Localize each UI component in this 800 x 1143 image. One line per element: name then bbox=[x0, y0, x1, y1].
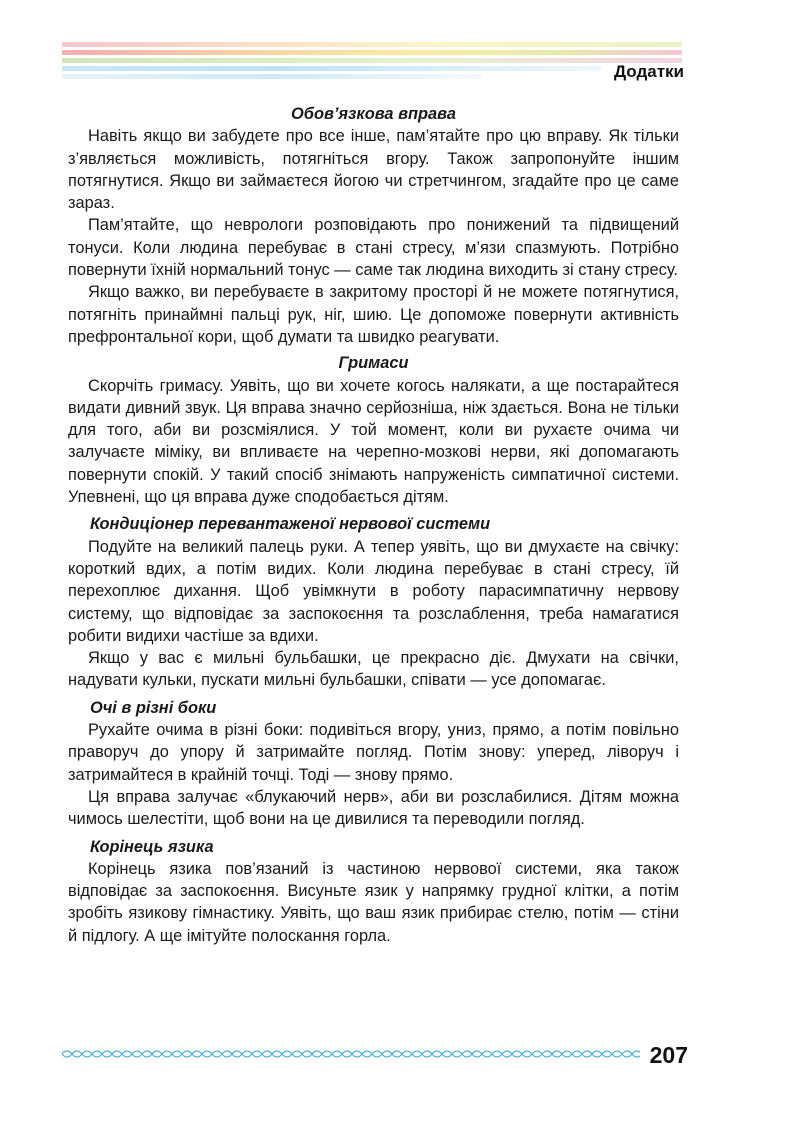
header-stripe bbox=[62, 66, 602, 71]
header-decoration bbox=[62, 42, 682, 88]
header-stripe bbox=[62, 74, 482, 79]
paragraph: Ця вправа залучає «блукаючий нерв», аби ви розслабилися. Дітям можна чимось шелестіти, щоб вони на це дивилися та переводили погляд. bbox=[68, 787, 679, 829]
running-header: Додатки bbox=[613, 62, 684, 81]
section-heading: Очі в різні боки bbox=[90, 698, 217, 717]
paragraph: Корінець язика пов’язаний із частиною нервової системи, яка також відповідає за заспокоєння. Висуньте язик у напрямку грудної клітки, а потім зробіть язикову гімнастику. Уявіть, що ваш язик прибирає стелю, потім — стіни й підлогу. А ще імітуйте полоскання горла. bbox=[68, 859, 679, 945]
section-heading: Обов’язкова вправа bbox=[291, 105, 456, 123]
header-stripe bbox=[62, 58, 682, 63]
paragraph: Якщо у вас є мильні бульбашки, це прекрасно діє. Дмухати на свічки, надувати кульки, пускати мильні бульбашки, співати — усе допомагає. bbox=[68, 649, 679, 690]
page-number: 207 bbox=[649, 1042, 688, 1068]
paragraph: Скорчіть гримасу. Уявіть, що ви хочете когось налякати, а ще постарайтеся видати дивний звук. Ця вправа значно серйозніша, ніж здається. Вона не тільки для того, аби ви розсміялися. У той момент, коли ви рухаєте очима чи залучаєте міміку, ви впливаєте на черепно-мозкові нерви, які допомагають повернути спокій. У такий спосіб знімають напруженість симпатичної системи. Упевнені, що ця вправа дуже сподобається дітям. bbox=[68, 376, 679, 507]
paragraph: Пам’ятайте, що неврологи розповідають про понижений та підвищений тонуси. Коли людина перебуває в стані стресу, м’язи спазмують. Потрібно повернути їхній нормальний тонус — саме так людина виходить зі стану стресу. bbox=[68, 216, 679, 280]
footer-wave-line bbox=[62, 1046, 640, 1062]
paragraph: Навіть якщо ви забудете про все інше, пам’ятайте про цю вправу. Як тільки з’являється можливість, потягніться вгору. Також запропонуйте іншим потягнутися. Якщо ви займаєтеся йогою чи стретчингом, згадайте про це саме зараз. bbox=[68, 127, 679, 213]
paragraph: Рухайте очима в різні боки: подивіться вгору, униз, прямо, а потім повільно праворуч до упору й затримайте погляд. Потім знову: уперед, ліворуч і затримайтеся в крайній точці. Тоді — знову прямо. bbox=[68, 721, 679, 784]
section-heading: Корінець язика bbox=[90, 837, 214, 856]
paragraph: Подуйте на великий палець руки. А тепер уявіть, що ви дмухаєте на свічку: короткий вдих, а потім видих. Коли людина перебуває в стані стресу, їй перехоплює дихання. Щоб увімкнути в роботу парасимпатичну нервову систему, що відповідає за заспокоєння та розслаблення, треба намагатися робити видихи частіше за вдихи. bbox=[68, 537, 679, 645]
section-heading: Кондиціонер перевантаженої нервової системи bbox=[90, 515, 491, 534]
header-stripe bbox=[62, 42, 682, 47]
paragraph: Якщо важко, ви перебуваєте в закритому просторі й не можете потягнутися, потягніть принаймні пальці рук, ніг, шию. Це допоможе повернути активність префронтальної кори, щоб думати та швидко реагувати. bbox=[68, 283, 679, 346]
page-body bbox=[68, 103, 679, 947]
header-stripe bbox=[62, 50, 682, 55]
section-heading: Гримаси bbox=[338, 354, 409, 373]
